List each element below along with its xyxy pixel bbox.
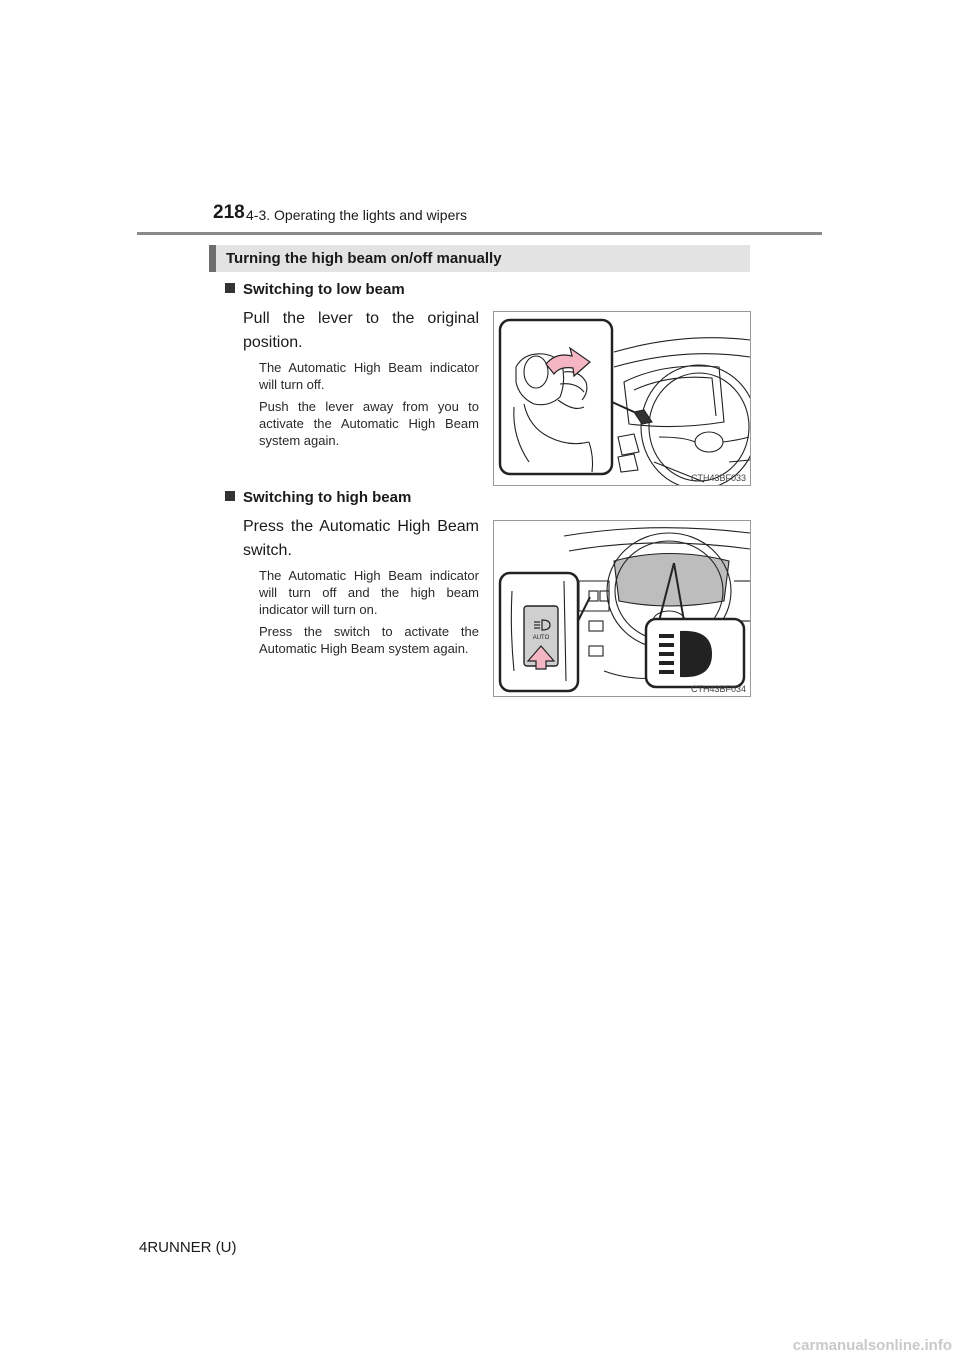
watermark: carmanualsonline.info: [792, 1337, 952, 1354]
lever-illustration: [494, 312, 750, 485]
switch-auto-label: AUTO: [532, 635, 550, 641]
header-rule: [137, 232, 822, 235]
low-beam-heading: [225, 281, 405, 298]
section-title: 4-3. Operating the lights and wipers: [246, 207, 468, 223]
high-beam-heading-text: Switching to high beam: [243, 489, 412, 506]
high-beam-note-1: The Automatic High Beam indicator will turn off and the high beam indicator will turn on.: [259, 568, 479, 617]
low-beam-note-1: The Automatic High Beam indicator will turn off.: [259, 360, 479, 392]
low-beam-instruction: Pull the lever to the original position.: [243, 310, 479, 351]
square-bullet-icon: [225, 283, 235, 293]
figure-switch-illustration: [493, 520, 751, 697]
page-number: 218: [213, 202, 245, 223]
low-beam-heading-text: Switching to low beam: [243, 281, 405, 298]
low-beam-note-2: Push the lever away from you to activate the Automatic High Beam system again.: [259, 399, 479, 448]
high-beam-indicator-icon: [659, 631, 712, 677]
figure-lever-illustration: [493, 311, 751, 486]
high-beam-note-2: Press the switch to activate the Automatic High Beam system again.: [259, 624, 479, 656]
section-heading-bar: [209, 245, 750, 272]
footer-model: 4RUNNER (U): [139, 1239, 237, 1256]
figure-code: CTH43BF033: [690, 473, 746, 483]
section-heading: Turning the high beam on/off manually: [226, 250, 502, 267]
callout-box: [500, 320, 612, 474]
switch-illustration: [494, 521, 750, 696]
square-bullet-icon: [225, 491, 235, 501]
high-beam-instruction: Press the Automatic High Beam switch.: [243, 518, 479, 559]
high-beam-heading: [225, 489, 411, 506]
figure-code: CTH43BF034: [690, 684, 746, 694]
